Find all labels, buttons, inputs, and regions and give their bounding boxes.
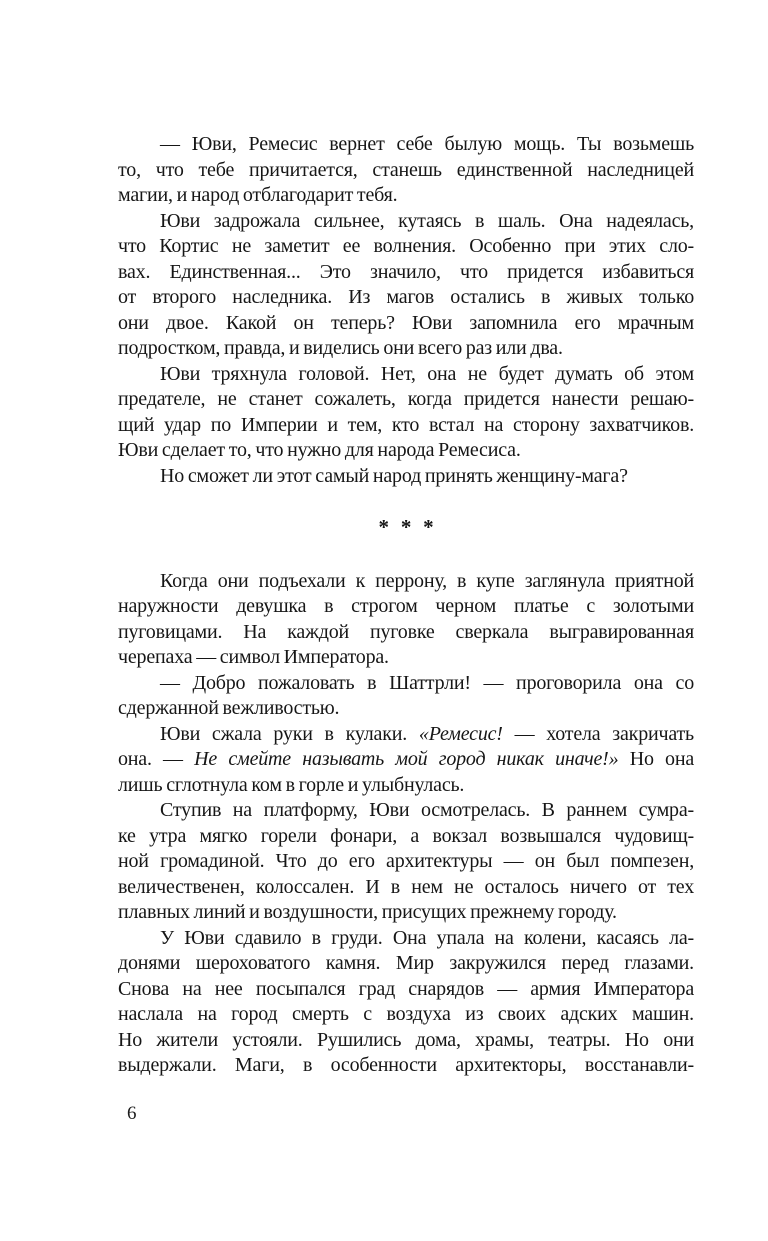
text-segment: плавных линий и воздушности, присущих прежнему городу.: [118, 901, 617, 923]
text-segment: предателе, не станет сожалеть, когда придется нанести решаю-: [118, 388, 694, 410]
text-segment: ной громадиной. Что до его архитектуры — он был помпезен,: [118, 850, 694, 872]
text-line: [118, 569, 694, 595]
text-segment: магии, и народ отблагодарит тебя.: [118, 184, 398, 206]
paragraph: [118, 722, 694, 799]
text-line: [118, 336, 694, 362]
italic-text-segment: Не смейте называть мой город никак иначе!»: [194, 748, 619, 770]
paragraph: [118, 464, 694, 490]
text-line: [118, 722, 694, 748]
paragraph: [118, 209, 694, 362]
text-segment: что Кортис не заметит ее волнения. Особенно при этих сло-: [118, 235, 694, 257]
text-line: [118, 798, 694, 824]
text-segment: она. —: [118, 748, 195, 770]
text-line: [118, 183, 694, 209]
text-line: [118, 362, 694, 388]
text-line: [118, 926, 694, 952]
text-line: [118, 696, 694, 722]
text-line: [118, 387, 694, 413]
text-segment: Юви тряхнула головой. Нет, она не будет думать об этом: [160, 362, 694, 385]
text-line: [118, 413, 694, 439]
text-segment: — Юви, Ремесис вернет себе былую мощь. Ты возьмешь: [160, 133, 694, 155]
text-segment: сдержанной вежливостью.: [118, 697, 340, 719]
text-line: [118, 773, 694, 799]
text-line: [118, 1053, 694, 1079]
text-segment: Юви сжала руки в кулаки.: [160, 722, 419, 745]
text-line: [118, 671, 694, 697]
text-segment: Но она: [618, 748, 694, 770]
paragraph: [118, 362, 694, 464]
text-segment: Юви сделает то, что нужно для народа Ремесиса.: [118, 439, 521, 461]
text-segment: Ступив на платформу, Юви осмотрелась. В раннем сумра-: [160, 799, 694, 821]
text-line: [118, 849, 694, 875]
page-number: 6: [127, 1103, 137, 1124]
text-line: [118, 747, 694, 773]
text-line: [118, 132, 694, 158]
text-segment: Снова на нее посыпался град снарядов — армия Императора: [118, 977, 694, 1000]
text-line: [118, 464, 694, 490]
text-segment: донями шероховатого камня. Мир закружился перед глазами.: [118, 952, 694, 974]
text-segment: Когда они подъехали к перрону, в купе заглянула приятной: [160, 569, 694, 592]
page-text: [118, 132, 694, 1079]
text-line: [118, 645, 694, 671]
text-line: [118, 824, 694, 850]
text-segment: Но жители устояли. Рушились дома, храмы, театры. Но они: [118, 1028, 694, 1051]
text-line: [118, 438, 694, 464]
text-line: [118, 1002, 694, 1028]
text-segment: Юви задрожала сильнее, кутаясь в шаль. Она надеялась,: [160, 209, 694, 232]
text-segment: черепаха — символ Императора.: [118, 646, 389, 668]
text-segment: подростком, правда, и виделись они всего раз или два.: [118, 337, 563, 359]
text-segment: У Юви сдавило в груди. Она упала на колени, касаясь ла-: [160, 926, 694, 949]
paragraph: [118, 798, 694, 926]
section-separator: * * *: [378, 515, 434, 539]
italic-text-segment: «Ремесис!: [418, 722, 503, 745]
text-segment: от второго наследника. Из магов остались в живых только: [118, 286, 694, 308]
text-segment: щий удар по Империи и тем, кто встал на сторону захватчиков.: [118, 413, 694, 436]
paragraph: [118, 926, 694, 1079]
text-line: [118, 620, 694, 646]
text-segment: ке утра мягко горели фонари, а вокзал возвышался чудовищ-: [118, 824, 694, 847]
text-line: [118, 234, 694, 260]
text-segment: выдержали. Маги, в особенности архитекторы, восстанавли-: [118, 1054, 694, 1076]
text-segment: Но сможет ли этот самый народ принять женщину-мага?: [160, 464, 628, 487]
text-line: [118, 311, 694, 337]
text-line: [118, 900, 694, 926]
paragraph: [118, 671, 694, 722]
text-segment: наслала на город смерть с воздуха из своих адских машин.: [118, 1003, 694, 1025]
text-segment: — Добро пожаловать в Шаттрли! — проговорила она со: [160, 671, 694, 694]
text-line: [118, 1028, 694, 1054]
text-line: [118, 875, 694, 901]
text-segment: — хотела закричать: [502, 722, 694, 745]
text-segment: величественен, колоссален. И в нем не осталось ничего от тех: [118, 875, 694, 898]
text-line: [118, 285, 694, 311]
text-line: [118, 594, 694, 620]
text-line: [118, 951, 694, 977]
text-line: [118, 260, 694, 286]
text-segment: наружности девушка в строгом черном платье с золотыми: [118, 595, 694, 617]
text-segment: лишь сглотнула ком в горле и улыбнулась.: [118, 773, 465, 796]
text-segment: вах. Единственная... Это значило, что придется избавиться: [118, 260, 694, 283]
paragraph: [118, 569, 694, 671]
text-segment: то, что тебе причитается, станешь единственной наследницей: [118, 158, 694, 181]
text-segment: пуговицами. На каждой пуговке сверкала выгравированная: [118, 620, 694, 643]
text-segment: они двое. Какой он теперь? Юви запомнила его мрачным: [118, 311, 694, 334]
text-line: [118, 209, 694, 235]
paragraph: [118, 132, 694, 209]
text-line: [118, 977, 694, 1003]
text-line: [118, 158, 694, 184]
